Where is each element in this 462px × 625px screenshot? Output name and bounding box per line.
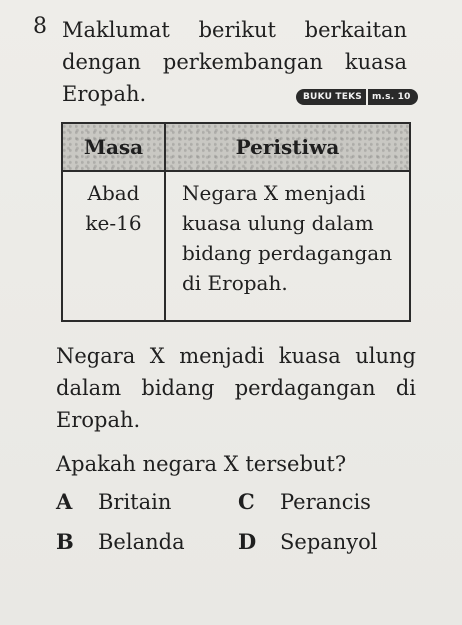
option-letter: C	[238, 489, 255, 514]
stem-line: Eropah.	[62, 82, 147, 106]
info-table	[61, 122, 411, 322]
peristiwa-line: Negara X menjadi	[182, 181, 366, 205]
masa-line: Abad	[87, 181, 140, 205]
cell-masa	[62, 171, 165, 321]
peristiwa-line: kuasa ulung dalam	[182, 211, 374, 235]
table-header-peristiwa: Peristiwa	[165, 123, 410, 171]
answer-options	[56, 482, 420, 562]
passage-line: dalam bidang perdagangan di	[56, 376, 416, 400]
stem-line: dengan perkembangan kuasa	[62, 50, 407, 74]
question-prompt: Apakah negara X tersebut?	[56, 452, 347, 476]
cell-peristiwa	[165, 171, 410, 321]
option-letter: D	[238, 529, 257, 554]
option-letter: A	[56, 489, 73, 514]
masa-line: ke-16	[85, 211, 142, 235]
passage-line: Negara X menjadi kuasa ulung	[56, 344, 416, 368]
passage	[56, 340, 416, 436]
option-a[interactable]	[56, 482, 238, 522]
option-d[interactable]	[238, 522, 420, 562]
option-c[interactable]	[238, 482, 420, 522]
option-text: Sepanyol	[280, 530, 378, 554]
passage-line: Eropah.	[56, 408, 141, 432]
option-text: Belanda	[98, 530, 185, 554]
table-row	[62, 171, 410, 321]
table-header-masa: Masa	[62, 123, 165, 171]
option-b[interactable]	[56, 522, 238, 562]
option-letter: B	[56, 529, 74, 554]
question-number: 8	[33, 14, 47, 39]
peristiwa-line: di Eropah.	[182, 271, 288, 295]
badge-source: BUKU TEKS	[296, 89, 366, 105]
option-text: Britain	[98, 490, 172, 514]
option-text: Perancis	[280, 490, 371, 514]
peristiwa-line: bidang perdagangan	[182, 241, 393, 265]
stem-line: Maklumat berikut berkaitan	[62, 18, 407, 42]
badge-page: m.s. 10	[366, 89, 418, 105]
textbook-reference-badge	[296, 89, 418, 105]
